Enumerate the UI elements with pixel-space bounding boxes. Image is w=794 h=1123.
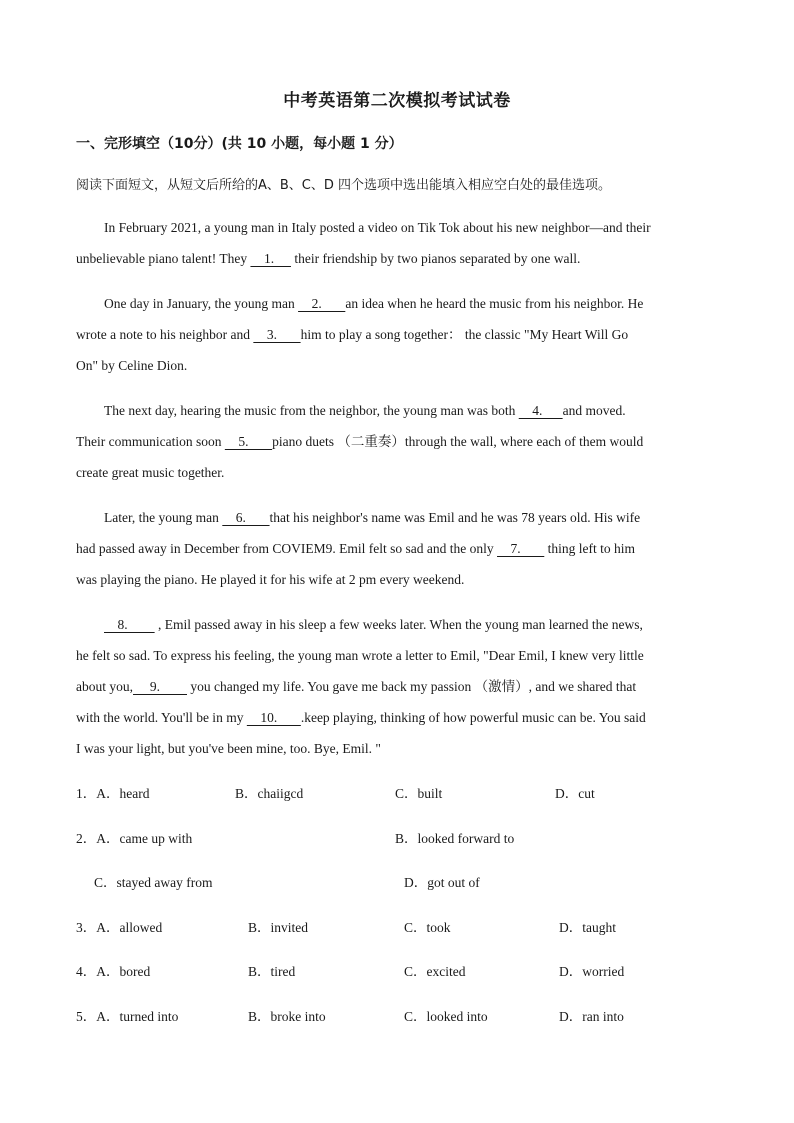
passage-line — [76, 571, 726, 589]
blank-8[interactable]: 8. — [104, 617, 155, 632]
passage-text: was playing the piano. He played it for his wife at 2 pm every weekend. — [76, 572, 465, 587]
passage-text: Their communication soon — [76, 434, 225, 449]
blank-4[interactable]: 4. — [518, 403, 563, 418]
q1-option-b[interactable]: B．chaiigcd — [235, 786, 304, 801]
q2-option-d[interactable]: D．got out of — [404, 875, 480, 890]
passage-line — [76, 250, 726, 268]
passage-line — [104, 295, 754, 313]
passage-line — [76, 647, 726, 665]
passage-text: had passed away in December from COVIEM9. Emil felt so sad and the only — [76, 541, 498, 556]
q1-option-d[interactable]: D．cut — [555, 786, 595, 801]
passage-text: On" by Celine Dion. — [76, 358, 188, 373]
passage-line — [104, 402, 754, 420]
passage-text: create great music together. — [76, 465, 225, 480]
q4-option-b[interactable]: B．tired — [248, 964, 296, 979]
passage-text: thing left to him — [544, 541, 636, 556]
q5-option-a[interactable]: 5．A．turned into — [76, 1009, 179, 1024]
section-heading: 一、完形填空（10分）(共 10 小题，每小题 1 分） — [76, 136, 403, 152]
blank-3[interactable]: 3. — [253, 327, 301, 342]
passage-line — [104, 509, 754, 527]
passage-line — [76, 678, 726, 696]
passage-text: In February 2021, a young man in Italy posted a video on Tik Tok about his new neighbor—and their — [104, 220, 651, 235]
passage-text: you changed my life. You gave me back my passion （激情）, and we shared that — [187, 679, 637, 694]
passage-text: .keep playing, thinking of how powerful music can be. You said — [300, 710, 646, 725]
passage-line — [76, 540, 726, 558]
q1-option-a[interactable]: 1．A．heard — [76, 786, 150, 801]
blank-7[interactable]: 7. — [497, 541, 545, 556]
passage-text: him to play a song together： the classic "My Heart Will Go — [300, 327, 629, 342]
passage-line — [104, 616, 754, 634]
blank-9[interactable]: 9. — [133, 679, 187, 694]
passage-text: about you, — [76, 679, 133, 694]
q5-option-b[interactable]: B．broke into — [248, 1009, 326, 1024]
passage-text: their friendship by two pianos separated by one wall. — [290, 251, 581, 266]
q2-option-b[interactable]: B．looked forward to — [395, 831, 515, 846]
passage-text: One day in January, the young man — [104, 296, 299, 311]
q4-option-a[interactable]: 4．A．bored — [76, 964, 151, 979]
passage-line — [76, 326, 726, 344]
passage-text: with the world. You'll be in my — [76, 710, 247, 725]
blank-10[interactable]: 10. — [246, 710, 301, 725]
q2-option-a[interactable]: 2．A．came up with — [76, 831, 193, 846]
blank-2[interactable]: 2. — [298, 296, 346, 311]
passage-text: The next day, hearing the music from the neighbor, the young man was both — [104, 403, 519, 418]
passage-text: that his neighbor's name was Emil and he was 78 years old. His wife — [269, 510, 641, 525]
q2-option-c[interactable]: C．stayed away from — [94, 875, 213, 890]
passage-line — [104, 219, 754, 237]
q3-option-c[interactable]: C．took — [404, 920, 451, 935]
passage-text: piano duets （二重奏）through the wall, where each of them would — [272, 434, 644, 449]
blank-6[interactable]: 6. — [222, 510, 270, 525]
q1-option-c[interactable]: C．built — [395, 786, 443, 801]
q5-option-c[interactable]: C．looked into — [404, 1009, 488, 1024]
blank-1[interactable]: 1. — [250, 251, 291, 266]
blank-5[interactable]: 5. — [224, 434, 273, 449]
passage-text: Later, the young man — [104, 510, 223, 525]
passage-text: , Emil passed away in his sleep a few weeks later. When the young man learned the news, — [154, 617, 643, 632]
passage-line — [76, 709, 726, 727]
page-title: 中考英语第二次模拟考试试卷 — [283, 91, 511, 111]
q3-option-a[interactable]: 3．A．allowed — [76, 920, 163, 935]
instructions: 阅读下面短文，从短文后所给的A、B、C、D 四个选项中选出能填入相应空白处的最佳选项。 — [76, 178, 612, 193]
q4-option-d[interactable]: D．worried — [559, 964, 625, 979]
passage-text: and moved. — [562, 403, 626, 418]
q5-option-d[interactable]: D．ran into — [559, 1009, 624, 1024]
passage-text: I was your light, but you've been mine, too. Bye, Emil. " — [76, 741, 381, 756]
passage-text: an idea when he heard the music from his neighbor. He — [345, 296, 644, 311]
passage-text: he felt so sad. To express his feeling, the young man wrote a letter to Emil, "Dear Emil, I knew very little — [76, 648, 644, 663]
passage-line — [76, 357, 726, 375]
q3-option-b[interactable]: B．invited — [248, 920, 308, 935]
passage-text: unbelievable piano talent! They — [76, 251, 251, 266]
q4-option-c[interactable]: C．excited — [404, 964, 466, 979]
passage-line — [76, 433, 726, 451]
passage-line — [76, 464, 726, 482]
passage-line — [76, 740, 726, 758]
passage-text: wrote a note to his neighbor and — [76, 327, 254, 342]
q3-option-d[interactable]: D．taught — [559, 920, 616, 935]
